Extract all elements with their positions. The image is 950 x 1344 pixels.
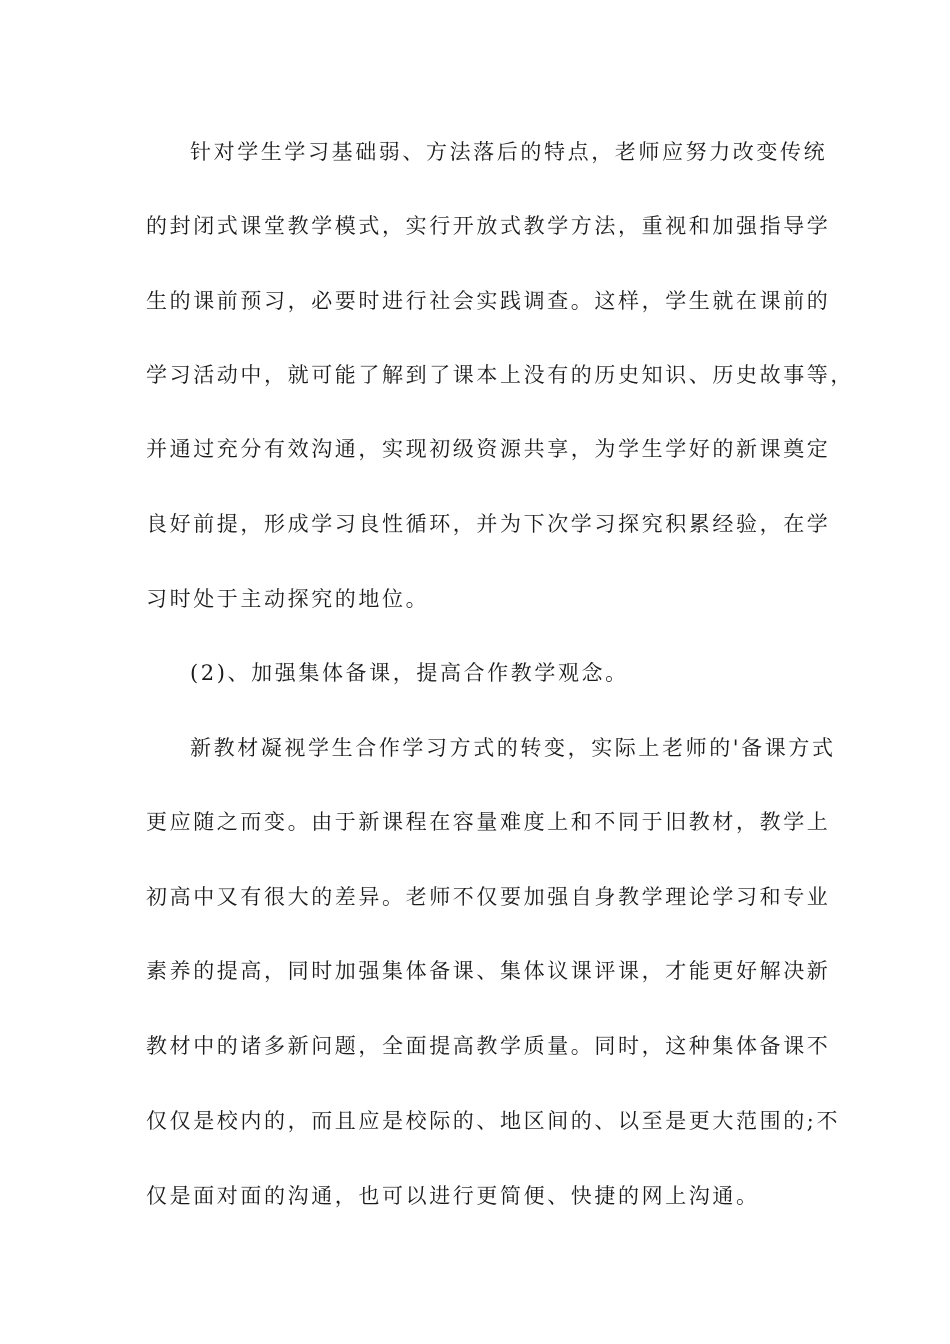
paragraph-2-line-4: 素养的提高，同时加强集体备课、集体议课评课，才能更好解决新: [146, 959, 831, 983]
paragraph-2-line-1: 新教材凝视学生合作学习方式的转变，实际上老师的'备课方式: [190, 736, 836, 760]
paragraph-2-line-7: 仅是面对面的沟通，也可以进行更简便、快捷的网上沟通。: [146, 1184, 760, 1208]
paragraph-1-line-3: 生的课前预习，必要时进行社会实践调查。这样，学生就在课前的: [146, 289, 831, 313]
paragraph-1-line-2: 的封闭式课堂教学模式，实行开放式教学方法，重视和加强指导学: [146, 214, 831, 238]
section-heading: (2)、加强集体备课，提高合作教学观念。: [190, 661, 629, 685]
paragraph-1-line-7: 习时处于主动探究的地位。: [146, 587, 430, 611]
paragraph-1-line-5: 并通过充分有效沟通，实现初级资源共享，为学生学好的新课奠定: [146, 437, 831, 461]
paragraph-2-line-2: 更应随之而变。由于新课程在容量难度上和不同于旧教材，教学上: [146, 810, 831, 834]
paragraph-1-line-6: 良好前提，形成学习良性循环，并为下次学习探究积累经验，在学: [146, 512, 831, 536]
paragraph-1-line-4: 学习活动中，就可能了解到了课本上没有的历史知识、历史故事等，: [146, 363, 854, 387]
paragraph-1-line-1: 针对学生学习基础弱、方法落后的特点，老师应努力改变传统: [190, 140, 828, 164]
paragraph-2-line-5: 教材中的诸多新问题，全面提高教学质量。同时，这种集体备课不: [146, 1034, 831, 1058]
paragraph-2-line-6: 仅仅是校内的，而且应是校际的、地区间的、以至是更大范围的;不: [146, 1109, 841, 1133]
paragraph-2-line-3: 初高中又有很大的差异。老师不仅要加强自身教学理论学习和专业: [146, 885, 831, 909]
